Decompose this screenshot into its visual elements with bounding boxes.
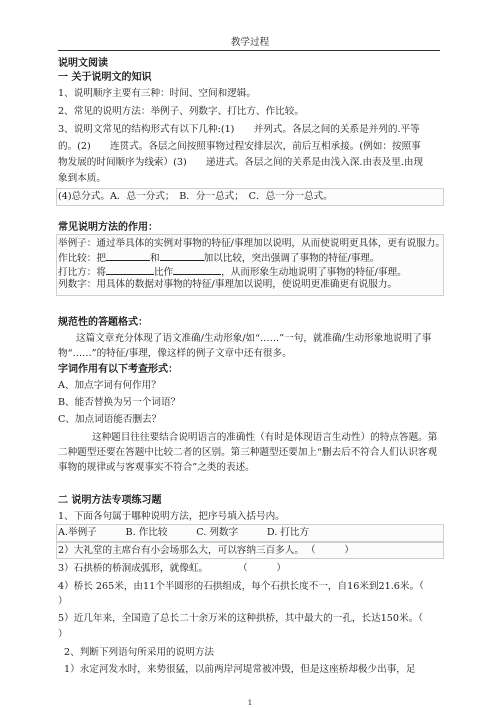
answer-format-heading: 规范性的答题格式： [58,317,148,328]
sentence-text: 3）石拱桥的桥洞成弧形，就像虹。 [58,563,209,574]
paragraph-line: 物“……”的特征/事理，像这样的例子文章中还有很多。 [58,348,292,359]
method-example: 举例子：通过举具体的实例对事物的特征/事理加以说明，从而使说明更具体，更有说服力。 [58,238,445,249]
fill-blank [160,251,204,261]
method-text: 比作 [153,267,174,278]
paragraph-line: 2、常见的说明方法：举例子、列数字、打比方、作比较。 [58,106,304,117]
method-label: 作比较：把 [58,253,106,264]
method-metaphor [58,265,407,279]
header-rule [58,50,440,51]
paragraph-line: 这篇文章充分体现了语文准确/生动形象/如“……”一句，就准确/生动形象地说明了事 [76,333,432,344]
paragraph-line: 3、说明文常见的结构形式有以下几种:(1) 并列式。各层之间的关系是并列的.平等 [58,124,420,135]
paragraph-line: 二种题型还要在答题中比较二者的区别。第三种题型还要加上“删去后不符合人们认识客观 [58,447,438,458]
paragraph-line: 事物的规律或与客观事实不符合”之类的表述。 [58,462,255,473]
question-form-a: A、加点字词有何作用？ [58,380,161,391]
exercise-sentence: 1）永定河发水时，来势很猛，以前两岸河堤常被冲毁，但是这座桥却极少出事，足 [64,664,416,675]
fill-blank [106,265,154,275]
section-heading: 说明文阅读 [58,58,108,69]
question-form-c: C、加点词语能否删去？ [58,414,162,425]
exercise-instruction: 2、判断下列语句所采用的说明方法 [64,647,215,658]
method-text: ，从而形象生动地说明了事物的特征/事理。 [221,267,407,278]
answer-bracket-close: ） [58,596,68,607]
exercise-sentence [58,545,354,557]
method-comparison [58,251,379,265]
paragraph-line: (4)总分式。A．总一分式； B．分一总式； C．总一分一总式。 [58,191,333,202]
sentence-text: 2）大礼堂的主席台有小会场那么大，可以容纳三百多人。 [58,545,304,556]
exercise-sentence [58,563,286,575]
paragraph-line: 的。(2) 连贯式。各层之间按照事物过程安排层次，前后互相承接。(例如：按照事 [58,141,421,152]
fill-blank [106,251,150,261]
methods-heading: 常见说明方法的作用： [58,222,158,233]
paragraph-line: 1、说明顺序主要有三种：时间、空间和逻辑。 [58,88,256,99]
method-text: 和 [149,253,160,264]
fill-blank [173,265,221,275]
answer-options: A.举例子 B. 作比较 C. 列数字 D. 打比方 [58,527,310,538]
exercise-sentence: 4）桥长 265米，由11个半圆形的石拱组成，每个石拱长度不一，自16米到21.6米。（ [58,581,424,592]
practice-heading: 二 说明方法专项练习题 [58,495,162,506]
answer-bracket: （ ） [238,563,286,574]
word-function-heading: 字词作用有以下考查形式： [58,364,178,375]
method-label: 打比方：将 [58,267,106,278]
page-header-title: 教学过程 [230,37,270,48]
method-text: 加以比较，突出强调了事物的特征/事理。 [203,253,380,264]
exercise-sentence: 5）近几年来，全国造了总长二十余万米的这种拱桥，其中最大的一孔，长达150米。（ [58,613,423,624]
paragraph-line: 这种题目往往要结合说明语言的准确性（有时是体现语言生动性）的特点答题。第 [92,432,438,443]
paragraph-line: 象到本质。 [58,173,106,184]
method-numbers: 列数字：用具体的数据对事物的特征/事理加以说明，使说明更准确更有说服力。 [58,279,398,290]
exercise-instruction: 1、下面各句属于哪种说明方法，把序号填入括号内。 [58,511,285,522]
answer-bracket: （ ） [305,545,354,556]
question-form-b: B、能否替换为另一个词语？ [58,397,181,408]
subsection-heading: 一 关于说明文的知识 [58,72,152,83]
page-number: 1 [247,699,253,707]
answer-bracket-close: ） [58,629,68,640]
paragraph-line: 物发展的时间顺序为线索）(3) 递进式。各层之间的关系是由浅入深.由表及里.由现 [58,157,424,168]
